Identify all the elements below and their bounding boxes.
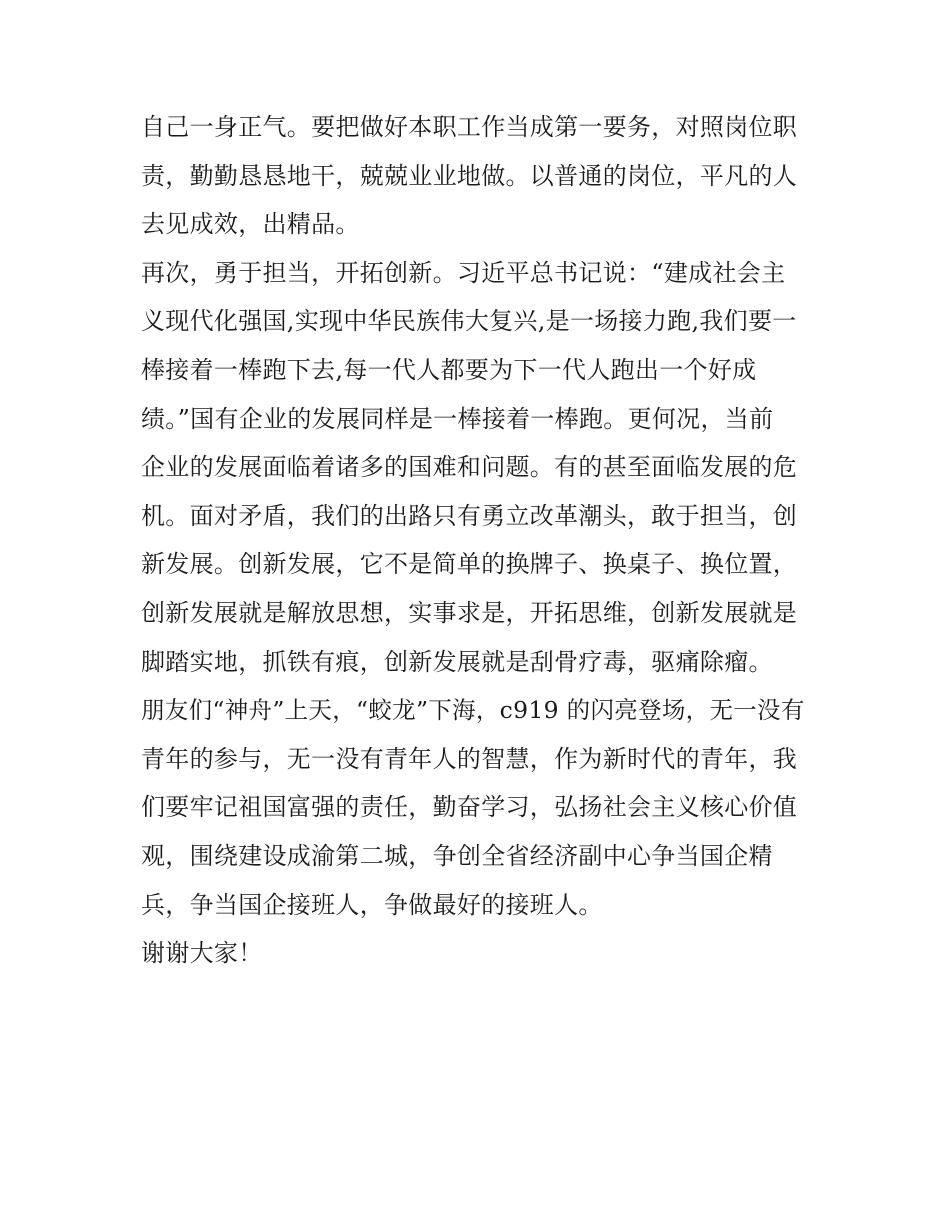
text-line: 创新发展就是解放思想，实事求是，开拓思维，创新发展就是 (141, 598, 798, 627)
document-body (141, 103, 817, 978)
text-line: 责，勤勤恳恳地干，兢兢业业地做。以普通的岗位，平凡的人 (141, 161, 798, 190)
closing-line: 谢谢大家！ (141, 939, 263, 968)
text-line: 们要牢记祖国富强的责任，勤奋学习，弘扬社会主义核心价值 (141, 793, 798, 822)
text-line: 自己一身正气。要把做好本职工作当成第一要务，对照岗位职 (141, 113, 798, 141)
text-line: 青年的参与，无一没有青年人的智慧，作为新时代的青年，我 (141, 744, 798, 773)
text-line: 朋友们“神舟”上天，“蛟龙”下海，c919 的闪亮登场，无一没有 (141, 696, 805, 725)
text-line: 去见成效，出精品。 (141, 210, 360, 239)
text-line: 机。面对矛盾，我们的出路只有勇立改革潮头，敢于担当，创 (141, 501, 798, 530)
text-line: 再次，勇于担当，开拓创新。习近平总书记说：“建成社会主 (141, 258, 786, 287)
text-line: 观，围绕建设成渝第二城，争创全省经济副中心争当国企精 (141, 841, 773, 870)
text-line: 义现代化强国,实现中华民族伟大复兴,是一场接力跑,我们要一 (141, 307, 797, 336)
text-line: 棒接着一棒跑下去,每一代人都要为下一代人跑出一个好成 (141, 355, 757, 384)
text-line: 企业的发展面临着诸多的国难和问题。有的甚至面临发展的危 (141, 453, 798, 482)
text-line: 绩。”国有企业的发展同样是一棒接着一棒跑。更何况，当前 (141, 404, 774, 433)
text-line: 脚踏实地，抓铁有痕，创新发展就是刮骨疗毒，驱痛除瘤。 (141, 647, 773, 676)
text-line: 新发展。创新发展，它不是简单的换牌子、换桌子、换位置， (141, 550, 798, 579)
text-line: 兵，争当国企接班人，争做最好的接班人。 (141, 890, 603, 919)
